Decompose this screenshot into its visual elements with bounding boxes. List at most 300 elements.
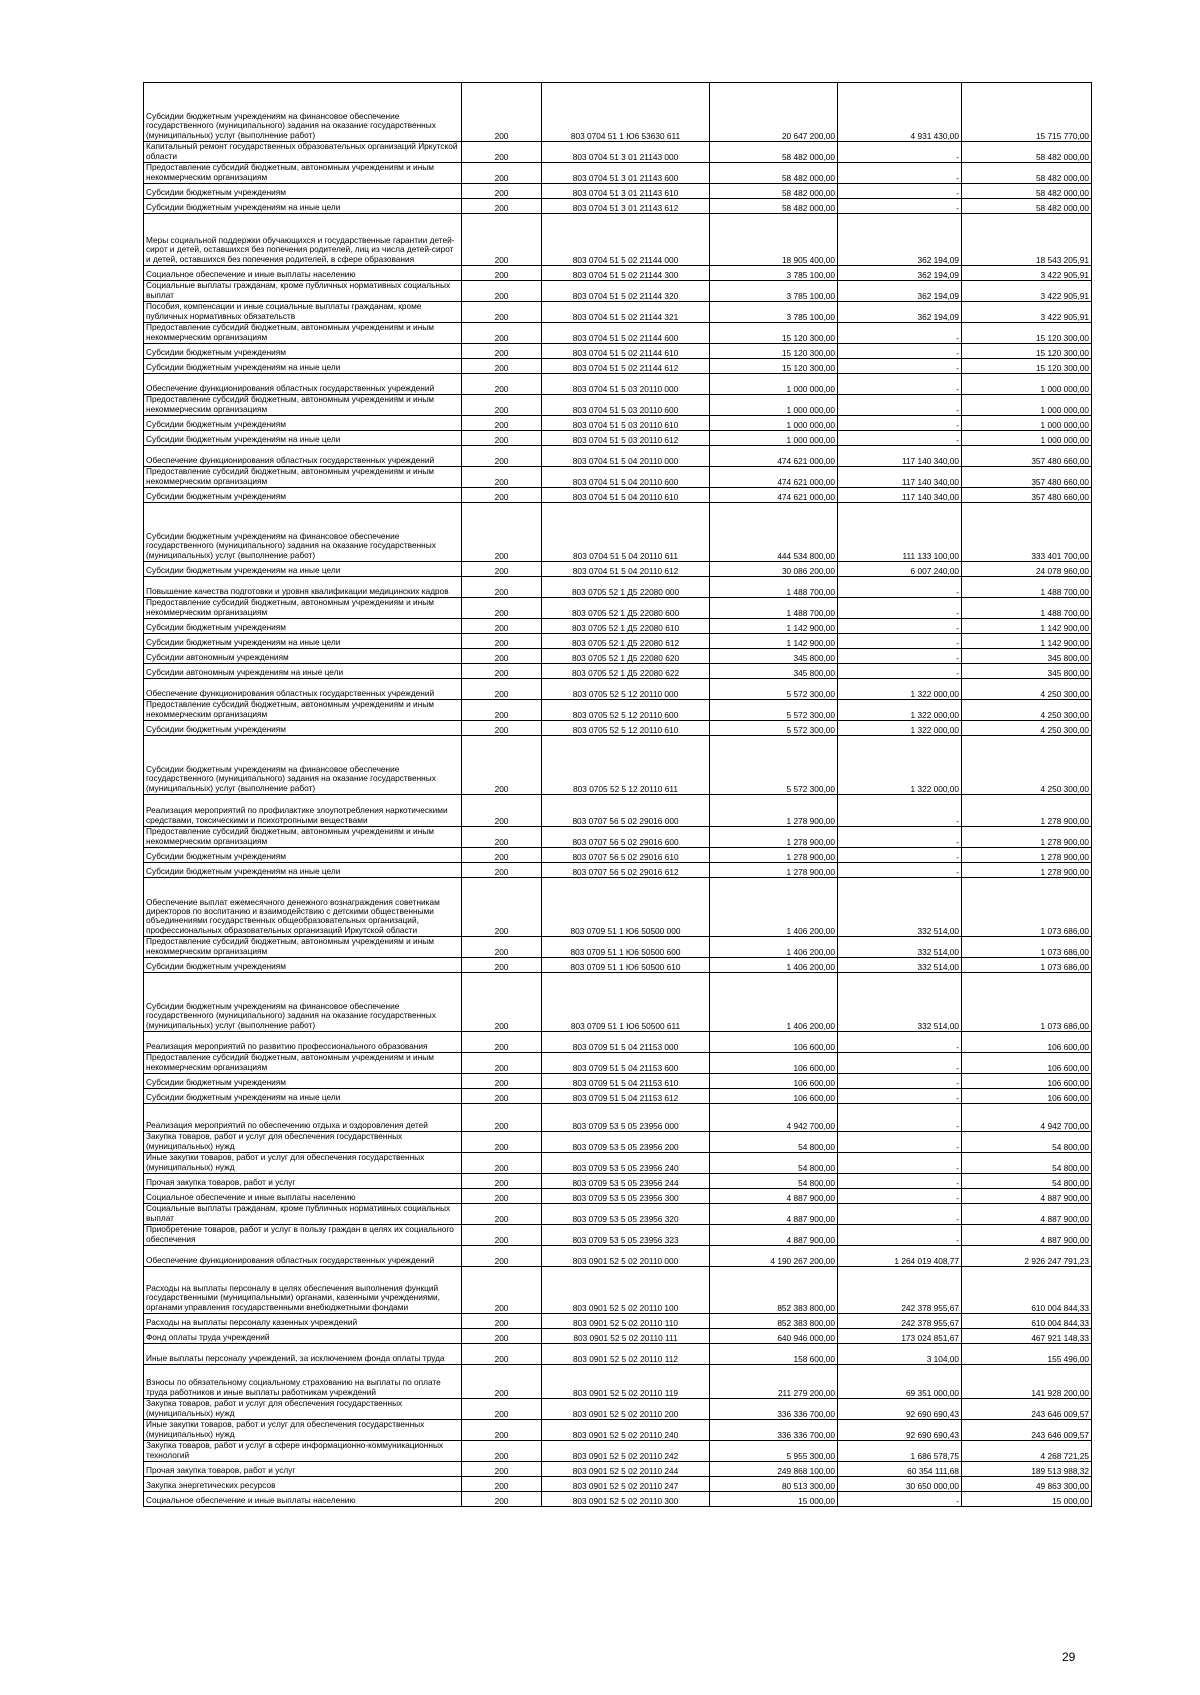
row-line-code: 200 bbox=[462, 937, 542, 958]
row-name: Расходы на выплаты персоналу казенных учреждений bbox=[144, 1314, 462, 1329]
row-line-code: 200 bbox=[462, 1492, 542, 1507]
row-approved-amount: 5 955 300,00 bbox=[710, 1441, 838, 1462]
row-budget-code: 803 0707 56 5 02 29016 612 bbox=[542, 863, 710, 878]
row-line-code: 200 bbox=[462, 1032, 542, 1053]
row-approved-amount: 106 600,00 bbox=[710, 1032, 838, 1053]
row-budget-code: 803 0709 51 1 Ю6 50500 600 bbox=[542, 937, 710, 958]
row-budget-code: 803 0901 52 5 02 20110 112 bbox=[542, 1344, 710, 1365]
row-executed-amount: 332 514,00 bbox=[838, 958, 962, 973]
row-approved-amount: 18 905 400,00 bbox=[710, 214, 838, 266]
table-row bbox=[144, 1089, 1092, 1104]
row-budget-code: 803 0709 53 5 05 23956 200 bbox=[542, 1132, 710, 1153]
row-name: Субсидии бюджетным учреждениям bbox=[144, 488, 462, 503]
row-executed-amount: 242 378 955,67 bbox=[838, 1314, 962, 1329]
table-row bbox=[144, 634, 1092, 649]
row-approved-amount: 80 513 300,00 bbox=[710, 1477, 838, 1492]
row-budget-code: 803 0704 51 3 01 21143 612 bbox=[542, 199, 710, 214]
table-row bbox=[144, 1174, 1092, 1189]
row-name: Субсидии бюджетным учреждениям bbox=[144, 1074, 462, 1089]
row-name: Закупка товаров, работ и услуг для обеспечения государственных (муниципальных) нужд bbox=[144, 1399, 462, 1420]
row-name: Субсидии бюджетным учреждениям на финансовое обеспечение государственного (муниципального) задания на оказание государственных (муниципальных) услуг (выполнение работ) bbox=[144, 503, 462, 562]
row-line-code: 200 bbox=[462, 598, 542, 619]
row-budget-code: 803 0901 52 5 02 20110 000 bbox=[542, 1246, 710, 1267]
row-executed-amount: - bbox=[838, 395, 962, 416]
table-row bbox=[144, 1053, 1092, 1074]
row-unexecuted-amount: 357 480 660,00 bbox=[962, 488, 1092, 503]
row-line-code: 200 bbox=[462, 199, 542, 214]
row-budget-code: 803 0705 52 1 Д5 22080 610 bbox=[542, 619, 710, 634]
row-executed-amount: 1 264 019 408,77 bbox=[838, 1246, 962, 1267]
row-approved-amount: 474 621 000,00 bbox=[710, 446, 838, 467]
row-unexecuted-amount: 243 646 009,57 bbox=[962, 1420, 1092, 1441]
row-line-code: 200 bbox=[462, 795, 542, 827]
row-unexecuted-amount: 58 482 000,00 bbox=[962, 199, 1092, 214]
row-unexecuted-amount: 333 401 700,00 bbox=[962, 503, 1092, 562]
row-executed-amount: 1 322 000,00 bbox=[838, 700, 962, 721]
row-budget-code: 803 0704 51 5 02 21144 321 bbox=[542, 302, 710, 323]
row-name: Субсидии бюджетным учреждениям на иные цели bbox=[144, 359, 462, 374]
row-approved-amount: 106 600,00 bbox=[710, 1089, 838, 1104]
row-executed-amount: - bbox=[838, 323, 962, 344]
row-unexecuted-amount: 243 646 009,57 bbox=[962, 1399, 1092, 1420]
row-unexecuted-amount: 15 120 300,00 bbox=[962, 359, 1092, 374]
row-executed-amount: 117 140 340,00 bbox=[838, 446, 962, 467]
table-row bbox=[144, 649, 1092, 664]
table-row bbox=[144, 736, 1092, 795]
row-unexecuted-amount: 58 482 000,00 bbox=[962, 142, 1092, 163]
row-executed-amount: - bbox=[838, 184, 962, 199]
row-line-code: 200 bbox=[462, 163, 542, 184]
row-unexecuted-amount: 4 942 700,00 bbox=[962, 1104, 1092, 1132]
row-budget-code: 803 0901 52 5 02 20110 110 bbox=[542, 1314, 710, 1329]
row-line-code: 200 bbox=[462, 863, 542, 878]
page-number: 29 bbox=[1062, 1650, 1076, 1664]
row-name: Предоставление субсидий бюджетным, автономным учреждениям и иным некоммерческим организациям bbox=[144, 395, 462, 416]
row-approved-amount: 106 600,00 bbox=[710, 1053, 838, 1074]
row-name: Предоставление субсидий бюджетным, автономным учреждениям и иным некоммерческим организациям bbox=[144, 700, 462, 721]
table-row bbox=[144, 184, 1092, 199]
row-unexecuted-amount: 189 513 988,32 bbox=[962, 1462, 1092, 1477]
row-executed-amount: - bbox=[838, 664, 962, 679]
row-executed-amount: 60 354 111,68 bbox=[838, 1462, 962, 1477]
row-line-code: 200 bbox=[462, 1225, 542, 1246]
row-approved-amount: 345 800,00 bbox=[710, 664, 838, 679]
row-unexecuted-amount: 54 800,00 bbox=[962, 1132, 1092, 1153]
row-budget-code: 803 0709 53 5 05 23956 000 bbox=[542, 1104, 710, 1132]
row-approved-amount: 1 142 900,00 bbox=[710, 634, 838, 649]
row-name: Субсидии бюджетным учреждениям на финансовое обеспечение государственного (муниципального) задания на оказание государственных (муниципальных) услуг (выполнение работ) bbox=[144, 736, 462, 795]
row-budget-code: 803 0901 52 5 02 20110 100 bbox=[542, 1267, 710, 1314]
row-unexecuted-amount: 1 073 686,00 bbox=[962, 973, 1092, 1032]
row-line-code: 200 bbox=[462, 184, 542, 199]
row-unexecuted-amount: 1 073 686,00 bbox=[962, 937, 1092, 958]
row-name: Расходы на выплаты персоналу в целях обеспечения выполнения функций государственными (муниципальными) органами, казенными учреждениями, органами управления государственными внебюджетными фондами bbox=[144, 1267, 462, 1314]
row-approved-amount: 4 942 700,00 bbox=[710, 1104, 838, 1132]
row-budget-code: 803 0901 52 5 02 20110 300 bbox=[542, 1492, 710, 1507]
row-approved-amount: 1 406 200,00 bbox=[710, 973, 838, 1032]
table-row bbox=[144, 1153, 1092, 1174]
row-name: Субсидии бюджетным учреждениям на финансовое обеспечение государственного (муниципального) задания на оказание государственных (муниципальных) услуг (выполнение работ) bbox=[144, 83, 462, 142]
row-approved-amount: 54 800,00 bbox=[710, 1153, 838, 1174]
table-row bbox=[144, 1420, 1092, 1441]
row-executed-amount: 111 133 100,00 bbox=[838, 503, 962, 562]
row-budget-code: 803 0704 51 5 02 21144 300 bbox=[542, 266, 710, 281]
row-line-code: 200 bbox=[462, 1441, 542, 1462]
table-row bbox=[144, 199, 1092, 214]
row-budget-code: 803 0709 51 5 04 21153 000 bbox=[542, 1032, 710, 1053]
row-approved-amount: 4 887 900,00 bbox=[710, 1189, 838, 1204]
row-unexecuted-amount: 4 887 900,00 bbox=[962, 1225, 1092, 1246]
row-line-code: 200 bbox=[462, 446, 542, 467]
row-budget-code: 803 0901 52 5 02 20110 119 bbox=[542, 1365, 710, 1399]
row-executed-amount: - bbox=[838, 199, 962, 214]
row-unexecuted-amount: 4 887 900,00 bbox=[962, 1204, 1092, 1225]
table-row bbox=[144, 1314, 1092, 1329]
row-approved-amount: 58 482 000,00 bbox=[710, 142, 838, 163]
row-name: Субсидии бюджетным учреждениям bbox=[144, 344, 462, 359]
row-line-code: 200 bbox=[462, 323, 542, 344]
row-executed-amount: 117 140 340,00 bbox=[838, 467, 962, 488]
row-budget-code: 803 0707 56 5 02 29016 600 bbox=[542, 827, 710, 848]
row-executed-amount: 4 931 430,00 bbox=[838, 83, 962, 142]
row-name: Иные закупки товаров, работ и услуг для обеспечения государственных (муниципальных) нужд bbox=[144, 1153, 462, 1174]
row-budget-code: 803 0704 51 5 02 21144 610 bbox=[542, 344, 710, 359]
row-line-code: 200 bbox=[462, 1399, 542, 1420]
row-name: Социальные выплаты гражданам, кроме публичных нормативных социальных выплат bbox=[144, 1204, 462, 1225]
row-approved-amount: 1 000 000,00 bbox=[710, 431, 838, 446]
row-name: Субсидии бюджетным учреждениям на иные цели bbox=[144, 863, 462, 878]
row-line-code: 200 bbox=[462, 281, 542, 302]
row-unexecuted-amount: 1 000 000,00 bbox=[962, 416, 1092, 431]
row-executed-amount: - bbox=[838, 1225, 962, 1246]
row-approved-amount: 54 800,00 bbox=[710, 1174, 838, 1189]
row-executed-amount: - bbox=[838, 1204, 962, 1225]
row-line-code: 200 bbox=[462, 1344, 542, 1365]
row-line-code: 200 bbox=[462, 395, 542, 416]
row-executed-amount: - bbox=[838, 795, 962, 827]
table-row bbox=[144, 503, 1092, 562]
row-approved-amount: 1 488 700,00 bbox=[710, 577, 838, 598]
row-approved-amount: 1 000 000,00 bbox=[710, 374, 838, 395]
table-row bbox=[144, 1189, 1092, 1204]
row-line-code: 200 bbox=[462, 1314, 542, 1329]
row-name: Реализация мероприятий по развитию профессионального образования bbox=[144, 1032, 462, 1053]
row-name: Обеспечение выплат ежемесячного денежного вознаграждения советникам директоров по воспитанию и взаимодействию с детскими общественными объединениями государственных общеобразовательных организаций, профессиональных образовательных организаций Иркутской области bbox=[144, 878, 462, 937]
table-row bbox=[144, 1399, 1092, 1420]
row-approved-amount: 1 406 200,00 bbox=[710, 937, 838, 958]
row-approved-amount: 5 572 300,00 bbox=[710, 736, 838, 795]
row-name: Капитальный ремонт государственных образовательных организаций Иркутской области bbox=[144, 142, 462, 163]
row-executed-amount: - bbox=[838, 359, 962, 374]
row-unexecuted-amount: 1 278 900,00 bbox=[962, 848, 1092, 863]
row-budget-code: 803 0705 52 1 Д5 22080 600 bbox=[542, 598, 710, 619]
table-row bbox=[144, 562, 1092, 577]
row-budget-code: 803 0707 56 5 02 29016 610 bbox=[542, 848, 710, 863]
row-unexecuted-amount: 1 000 000,00 bbox=[962, 374, 1092, 395]
row-executed-amount: - bbox=[838, 598, 962, 619]
row-approved-amount: 211 279 200,00 bbox=[710, 1365, 838, 1399]
row-approved-amount: 58 482 000,00 bbox=[710, 199, 838, 214]
row-executed-amount: - bbox=[838, 1053, 962, 1074]
row-budget-code: 803 0704 51 5 04 20110 000 bbox=[542, 446, 710, 467]
row-executed-amount: 362 194,09 bbox=[838, 302, 962, 323]
row-budget-code: 803 0709 53 5 05 23956 320 bbox=[542, 1204, 710, 1225]
row-executed-amount: 92 690 690,43 bbox=[838, 1420, 962, 1441]
row-executed-amount: - bbox=[838, 1089, 962, 1104]
row-line-code: 200 bbox=[462, 467, 542, 488]
row-name: Иные выплаты персоналу учреждений, за исключением фонда оплаты труда bbox=[144, 1344, 462, 1365]
row-budget-code: 803 0901 52 5 02 20110 247 bbox=[542, 1477, 710, 1492]
row-approved-amount: 1 278 900,00 bbox=[710, 863, 838, 878]
table-row bbox=[144, 1204, 1092, 1225]
row-unexecuted-amount: 357 480 660,00 bbox=[962, 467, 1092, 488]
row-executed-amount: 92 690 690,43 bbox=[838, 1399, 962, 1420]
row-budget-code: 803 0704 51 5 03 20110 000 bbox=[542, 374, 710, 395]
row-budget-code: 803 0704 51 5 03 20110 600 bbox=[542, 395, 710, 416]
row-name: Субсидии бюджетным учреждениям bbox=[144, 848, 462, 863]
row-unexecuted-amount: 141 928 200,00 bbox=[962, 1365, 1092, 1399]
row-executed-amount: - bbox=[838, 649, 962, 664]
row-executed-amount: - bbox=[838, 431, 962, 446]
row-line-code: 200 bbox=[462, 973, 542, 1032]
table-row bbox=[144, 1246, 1092, 1267]
row-approved-amount: 4 887 900,00 bbox=[710, 1225, 838, 1246]
row-line-code: 200 bbox=[462, 1189, 542, 1204]
row-unexecuted-amount: 3 422 905,91 bbox=[962, 302, 1092, 323]
row-approved-amount: 3 785 100,00 bbox=[710, 266, 838, 281]
row-unexecuted-amount: 610 004 844,33 bbox=[962, 1267, 1092, 1314]
row-line-code: 200 bbox=[462, 848, 542, 863]
row-executed-amount: 362 194,09 bbox=[838, 214, 962, 266]
row-line-code: 200 bbox=[462, 1420, 542, 1441]
row-budget-code: 803 0709 51 5 04 21153 600 bbox=[542, 1053, 710, 1074]
row-name: Субсидии бюджетным учреждениям на иные цели bbox=[144, 562, 462, 577]
table-row bbox=[144, 302, 1092, 323]
row-line-code: 200 bbox=[462, 1462, 542, 1477]
row-name: Обеспечение функционирования областных государственных учреждений bbox=[144, 679, 462, 700]
row-unexecuted-amount: 1 278 900,00 bbox=[962, 827, 1092, 848]
table-row bbox=[144, 163, 1092, 184]
row-budget-code: 803 0901 52 5 02 20110 244 bbox=[542, 1462, 710, 1477]
table-row bbox=[144, 142, 1092, 163]
row-approved-amount: 58 482 000,00 bbox=[710, 163, 838, 184]
row-line-code: 200 bbox=[462, 736, 542, 795]
row-approved-amount: 15 000,00 bbox=[710, 1492, 838, 1507]
row-approved-amount: 158 600,00 bbox=[710, 1344, 838, 1365]
row-unexecuted-amount: 1 488 700,00 bbox=[962, 598, 1092, 619]
row-budget-code: 803 0709 51 1 Ю6 50500 610 bbox=[542, 958, 710, 973]
row-executed-amount: 173 024 851,67 bbox=[838, 1329, 962, 1344]
row-line-code: 200 bbox=[462, 649, 542, 664]
row-approved-amount: 1 278 900,00 bbox=[710, 827, 838, 848]
table-row bbox=[144, 344, 1092, 359]
row-line-code: 200 bbox=[462, 679, 542, 700]
row-approved-amount: 30 086 200,00 bbox=[710, 562, 838, 577]
table-body bbox=[144, 83, 1092, 1507]
row-approved-amount: 54 800,00 bbox=[710, 1132, 838, 1153]
row-line-code: 200 bbox=[462, 1074, 542, 1089]
row-unexecuted-amount: 106 600,00 bbox=[962, 1074, 1092, 1089]
row-approved-amount: 5 572 300,00 bbox=[710, 700, 838, 721]
row-executed-amount: 1 686 578,75 bbox=[838, 1441, 962, 1462]
row-executed-amount: - bbox=[838, 142, 962, 163]
row-approved-amount: 345 800,00 bbox=[710, 649, 838, 664]
row-budget-code: 803 0704 51 5 02 21144 600 bbox=[542, 323, 710, 344]
row-executed-amount: - bbox=[838, 577, 962, 598]
row-line-code: 200 bbox=[462, 1204, 542, 1225]
table-row bbox=[144, 359, 1092, 374]
row-executed-amount: 1 322 000,00 bbox=[838, 736, 962, 795]
row-name: Иные закупки товаров, работ и услуг для обеспечения государственных (муниципальных) нужд bbox=[144, 1420, 462, 1441]
row-budget-code: 803 0709 53 5 05 23956 240 bbox=[542, 1153, 710, 1174]
row-line-code: 200 bbox=[462, 344, 542, 359]
row-name: Фонд оплаты труда учреждений bbox=[144, 1329, 462, 1344]
row-name: Предоставление субсидий бюджетным, автономным учреждениям и иным некоммерческим организациям bbox=[144, 163, 462, 184]
row-unexecuted-amount: 1 073 686,00 bbox=[962, 958, 1092, 973]
row-name: Обеспечение функционирования областных государственных учреждений bbox=[144, 1246, 462, 1267]
row-unexecuted-amount: 106 600,00 bbox=[962, 1032, 1092, 1053]
table-row bbox=[144, 1365, 1092, 1399]
row-budget-code: 803 0705 52 1 Д5 22080 620 bbox=[542, 649, 710, 664]
row-line-code: 200 bbox=[462, 302, 542, 323]
row-executed-amount: 117 140 340,00 bbox=[838, 488, 962, 503]
row-budget-code: 803 0707 56 5 02 29016 000 bbox=[542, 795, 710, 827]
table-row bbox=[144, 878, 1092, 937]
row-name: Субсидии бюджетным учреждениям bbox=[144, 416, 462, 431]
row-line-code: 200 bbox=[462, 664, 542, 679]
row-unexecuted-amount: 610 004 844,33 bbox=[962, 1314, 1092, 1329]
row-executed-amount: 1 322 000,00 bbox=[838, 679, 962, 700]
row-name: Предоставление субсидий бюджетным, автономным учреждениям и иным некоммерческим организациям bbox=[144, 598, 462, 619]
row-budget-code: 803 0704 51 1 Ю6 53630 611 bbox=[542, 83, 710, 142]
row-executed-amount: - bbox=[838, 1074, 962, 1089]
row-line-code: 200 bbox=[462, 1329, 542, 1344]
budget-execution-table bbox=[143, 82, 1092, 1507]
table-row bbox=[144, 1104, 1092, 1132]
row-approved-amount: 3 785 100,00 bbox=[710, 302, 838, 323]
table-row bbox=[144, 1441, 1092, 1462]
row-approved-amount: 444 534 800,00 bbox=[710, 503, 838, 562]
row-approved-amount: 1 488 700,00 bbox=[710, 598, 838, 619]
row-unexecuted-amount: 58 482 000,00 bbox=[962, 163, 1092, 184]
row-budget-code: 803 0709 53 5 05 23956 300 bbox=[542, 1189, 710, 1204]
row-name: Закупка товаров, работ и услуг для обеспечения государственных (муниципальных) нужд bbox=[144, 1132, 462, 1153]
table-row bbox=[144, 958, 1092, 973]
row-name: Обеспечение функционирования областных государственных учреждений bbox=[144, 446, 462, 467]
table-row bbox=[144, 1477, 1092, 1492]
row-executed-amount: - bbox=[838, 827, 962, 848]
row-unexecuted-amount: 1 000 000,00 bbox=[962, 431, 1092, 446]
table-row bbox=[144, 83, 1092, 142]
row-executed-amount: 69 351 000,00 bbox=[838, 1365, 962, 1399]
row-unexecuted-amount: 4 250 300,00 bbox=[962, 721, 1092, 736]
row-executed-amount: - bbox=[838, 344, 962, 359]
row-name: Субсидии бюджетным учреждениям bbox=[144, 619, 462, 634]
row-approved-amount: 474 621 000,00 bbox=[710, 488, 838, 503]
row-unexecuted-amount: 3 422 905,91 bbox=[962, 281, 1092, 302]
row-unexecuted-amount: 345 800,00 bbox=[962, 664, 1092, 679]
row-line-code: 200 bbox=[462, 1477, 542, 1492]
row-budget-code: 803 0709 51 1 Ю6 50500 611 bbox=[542, 973, 710, 1032]
row-unexecuted-amount: 1 278 900,00 bbox=[962, 863, 1092, 878]
table-row bbox=[144, 446, 1092, 467]
row-name: Субсидии бюджетным учреждениям bbox=[144, 958, 462, 973]
table-row bbox=[144, 395, 1092, 416]
row-line-code: 200 bbox=[462, 577, 542, 598]
row-budget-code: 803 0901 52 5 02 20110 240 bbox=[542, 1420, 710, 1441]
row-name: Повышение качества подготовки и уровня квалификации медицинских кадров bbox=[144, 577, 462, 598]
row-line-code: 200 bbox=[462, 1132, 542, 1153]
row-approved-amount: 15 120 300,00 bbox=[710, 323, 838, 344]
row-name: Прочая закупка товаров, работ и услуг bbox=[144, 1462, 462, 1477]
row-executed-amount: - bbox=[838, 619, 962, 634]
table-row bbox=[144, 488, 1092, 503]
row-line-code: 200 bbox=[462, 1153, 542, 1174]
row-name: Реализация мероприятий по профилактике злоупотребления наркотическими средствами, токсическими и психотропными веществами bbox=[144, 795, 462, 827]
row-unexecuted-amount: 3 422 905,91 bbox=[962, 266, 1092, 281]
row-executed-amount: 332 514,00 bbox=[838, 937, 962, 958]
row-line-code: 200 bbox=[462, 721, 542, 736]
row-name: Субсидии бюджетным учреждениям на иные цели bbox=[144, 1089, 462, 1104]
row-budget-code: 803 0704 51 5 04 20110 611 bbox=[542, 503, 710, 562]
row-budget-code: 803 0709 51 5 04 21153 612 bbox=[542, 1089, 710, 1104]
row-approved-amount: 852 383 800,00 bbox=[710, 1314, 838, 1329]
row-name: Взносы по обязательному социальному страхованию на выплаты по оплате труда работников и иные выплаты работникам учреждений bbox=[144, 1365, 462, 1399]
row-executed-amount: - bbox=[838, 1104, 962, 1132]
row-executed-amount: 332 514,00 bbox=[838, 973, 962, 1032]
table-row bbox=[144, 664, 1092, 679]
table-row bbox=[144, 1462, 1092, 1477]
row-budget-code: 803 0704 51 5 04 20110 612 bbox=[542, 562, 710, 577]
table-row bbox=[144, 1032, 1092, 1053]
row-budget-code: 803 0705 52 5 12 20110 611 bbox=[542, 736, 710, 795]
row-name: Субсидии бюджетным учреждениям на финансовое обеспечение государственного (муниципального) задания на оказание государственных (муниципальных) услуг (выполнение работ) bbox=[144, 973, 462, 1032]
row-budget-code: 803 0901 52 5 02 20110 242 bbox=[542, 1441, 710, 1462]
row-name: Закупка товаров, работ и услуг в сфере информационно-коммуникационных технологий bbox=[144, 1441, 462, 1462]
table-row bbox=[144, 795, 1092, 827]
row-budget-code: 803 0704 51 5 03 20110 610 bbox=[542, 416, 710, 431]
row-name: Предоставление субсидий бюджетным, автономным учреждениям и иным некоммерческим организациям bbox=[144, 1053, 462, 1074]
row-line-code: 200 bbox=[462, 1365, 542, 1399]
row-approved-amount: 852 383 800,00 bbox=[710, 1267, 838, 1314]
row-line-code: 200 bbox=[462, 878, 542, 937]
row-name: Субсидии бюджетным учреждениям на иные цели bbox=[144, 431, 462, 446]
row-budget-code: 803 0705 52 1 Д5 22080 000 bbox=[542, 577, 710, 598]
row-unexecuted-amount: 357 480 660,00 bbox=[962, 446, 1092, 467]
row-unexecuted-amount: 1 488 700,00 bbox=[962, 577, 1092, 598]
row-approved-amount: 58 482 000,00 bbox=[710, 184, 838, 199]
table-row bbox=[144, 619, 1092, 634]
table-row bbox=[144, 700, 1092, 721]
row-name: Социальное обеспечение и иные выплаты населению bbox=[144, 1189, 462, 1204]
row-unexecuted-amount: 4 268 721,25 bbox=[962, 1441, 1092, 1462]
row-line-code: 200 bbox=[462, 83, 542, 142]
row-unexecuted-amount: 54 800,00 bbox=[962, 1153, 1092, 1174]
table-row bbox=[144, 374, 1092, 395]
table-row bbox=[144, 266, 1092, 281]
row-line-code: 200 bbox=[462, 374, 542, 395]
row-approved-amount: 3 785 100,00 bbox=[710, 281, 838, 302]
row-name: Закупка энергетических ресурсов bbox=[144, 1477, 462, 1492]
row-approved-amount: 1 406 200,00 bbox=[710, 878, 838, 937]
row-executed-amount: - bbox=[838, 1032, 962, 1053]
row-unexecuted-amount: 155 496,00 bbox=[962, 1344, 1092, 1365]
row-name: Меры социальной поддержки обучающихся и государственные гарантии детей-сирот и детей, оставшихся без попечения родителей, лиц из числа детей-сирот и детей, оставшихся без попечения родителей, в сфере образования bbox=[144, 214, 462, 266]
row-executed-amount: 362 194,09 bbox=[838, 281, 962, 302]
row-line-code: 200 bbox=[462, 431, 542, 446]
table-row bbox=[144, 416, 1092, 431]
table-row bbox=[144, 973, 1092, 1032]
